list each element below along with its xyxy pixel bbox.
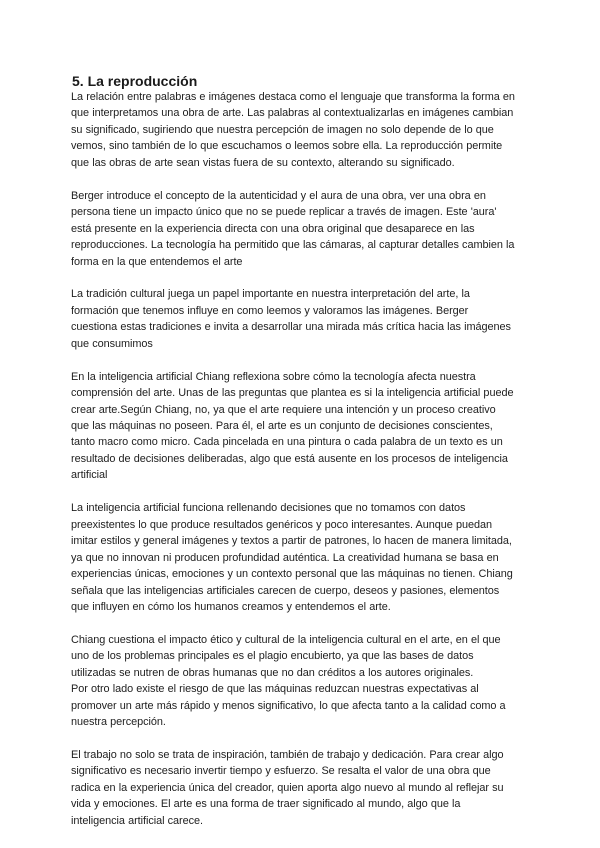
text-line: que las máquinas no poseen. Para él, el arte es un conjunto de decisiones conscientes,: [71, 420, 493, 433]
text-line: que consumimos: [71, 337, 153, 350]
paragraph-6: [71, 632, 533, 731]
text-line: uno de los problemas principales es el plagio encubierto, ya que las bases de datos: [71, 650, 474, 663]
document-page: [71, 73, 533, 829]
text-line: artificial: [71, 469, 108, 482]
section-title: 5. La reproducción: [72, 73, 198, 89]
text-line: nuestra percepción.: [71, 716, 166, 729]
text-line: radica en la experiencia única del creador, quien aporta algo nuevo al mundo al reflejar su: [71, 781, 504, 794]
text-line: su significado, sugiriendo que nuestra percepción de imagen no solo depende de lo que: [71, 123, 494, 136]
text-line: La relación entre palabras e imágenes destaca como el lenguaje que transforma la forma en: [71, 91, 515, 103]
text-line: persona tiene un impacto único que no se puede replicar a través de imagen. Este 'aura': [71, 206, 497, 219]
text-line: tanto macro como micro. Cada pincelada en una pintura o cada palabra de un texto es un: [71, 436, 503, 449]
text-line: La tradición cultural juega un papel importante en nuestra interpretación del arte, la: [71, 288, 470, 301]
text-line: que influyen en cómo los humanos creamos y entendemos el arte.: [71, 600, 391, 613]
paragraph-7: [71, 747, 533, 829]
text-line: preexistentes lo que produce resultados genéricos y poco interesantes. Aunque puedan: [71, 518, 493, 531]
paragraph-3: [71, 286, 533, 352]
text-line: señala que las inteligencias artificiales carecen de cuerpo, deseos y pasiones, elementos: [71, 584, 500, 597]
text-line: que las obras de arte sean vistas fuera de su contexto, alterando su significado.: [71, 156, 455, 169]
text-line: vida y emociones. El arte es una forma de traer significado al mundo, algo que la: [71, 798, 461, 811]
text-line: experiencias únicas, emociones y un contexto personal que las máquinas no tienen. Chiang: [71, 568, 513, 581]
text-line: formación que tenemos influye en como leemos y valoramos las imágenes. Berger: [71, 304, 469, 317]
text-line: Chiang cuestiona el impacto ético y cultural de la inteligencia cultural en el arte, en el que: [71, 633, 501, 646]
text-line: vemos, sino también de lo que escuchamos o leemos sobre ella. La reproducción permite: [71, 140, 503, 153]
text-line: El trabajo no solo se trata de inspiración, también de trabajo y dedicación. Para crear algo: [71, 749, 504, 762]
text-line: inteligencia artificial carece.: [71, 814, 204, 827]
text-line: significativo es necesario invertir tiempo y esfuerzo. Se resalta el valor de una obra que: [71, 765, 491, 778]
text-line: utilizadas se nutren de obras humanas que no dan créditos a los autores originales.: [71, 666, 474, 679]
paragraph-5: [71, 500, 533, 615]
text-line: En la inteligencia artificial Chiang reflexiona sobre cómo la tecnología afecta nuestra: [71, 370, 476, 383]
paragraph-2: [71, 188, 533, 270]
text-line: Berger introduce el concepto de la autenticidad y el aura de una obra, ver una obra en: [71, 189, 486, 202]
text-line: que interpretamos una obra de arte. Las palabras al contextualizarlas en imágenes cambian: [71, 107, 514, 120]
text-line: crear arte.Según Chiang, no, ya que el arte requiere una intención y un proceso creativo: [71, 403, 496, 416]
paragraph-4: [71, 369, 533, 484]
text-line: reproducciones. La tecnología ha permitido que las cámaras, al capturar detalles cambien la: [71, 239, 515, 252]
text-line: imitar estilos y general imágenes y textos a partir de patrones, lo hacen de manera limitada,: [71, 535, 512, 548]
text-line: comprensión del arte. Unas de las preguntas que plantea es si la inteligencia artificial puede: [71, 387, 514, 400]
text-line: cuestiona estas tradiciones e invita a desarrollar una mirada más crítica hacia las imágenes: [71, 321, 511, 334]
paragraph-1: [71, 89, 533, 171]
text-line: ya que no innovan ni producen profundidad auténtica. La creatividad humana se basa en: [71, 551, 499, 564]
text-line: La inteligencia artificial funciona rellenando decisiones que no tomamos con datos: [71, 502, 466, 515]
text-line: forma en la que entendemos el arte: [71, 255, 243, 268]
text-line: promover un arte más rápido y menos significativo, lo que afecta tanto a la calidad como a: [71, 699, 506, 712]
text-line: está presente en la experiencia directa con una obra original que desaparece en las: [71, 222, 475, 235]
text-line: Por otro lado existe el riesgo de que las máquinas reduzcan nuestras expectativas al: [71, 683, 479, 696]
text-line: resultado de decisiones deliberadas, algo que está ausente en los procesos de inteligencia: [71, 452, 508, 465]
